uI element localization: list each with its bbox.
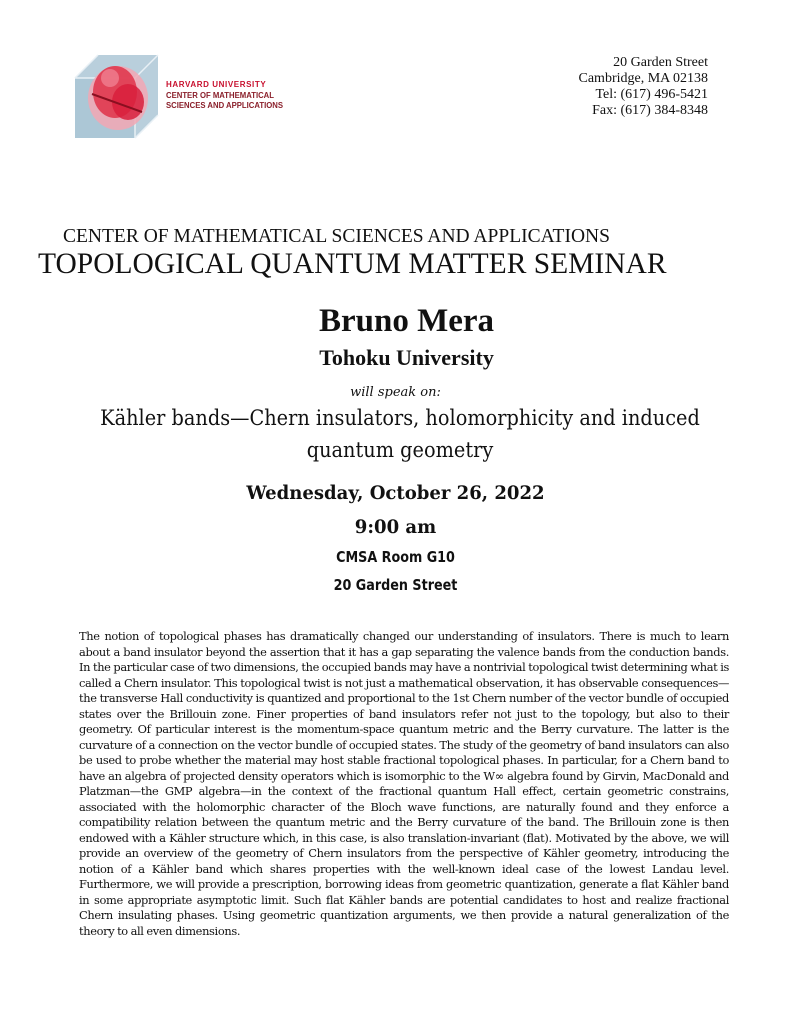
speaker-affiliation: Tohoku University [319, 345, 494, 370]
logo-center-line1: CENTER OF MATHEMATICAL [166, 90, 274, 100]
address-city: Cambridge, MA 02138 [578, 71, 708, 86]
event-date: Wednesday, October 26, 2022 [246, 482, 545, 504]
cmsa-logo [70, 50, 290, 140]
abstract-text: The notion of topological phases has dramatically changed our understanding of insulators. There is much to learn about a band insulator beyond the assertion that it has a gap separating the valence bands from the conduction bands. In the particular case of two dimensions, the occupied bands may have a nontrivial topological twist determining what is called a Chern insulator. This topological twist is not just a mathematical observation, it has observable consequences—the transverse Hall conductivity is quantized and proportional to the 1st Chern number of the vector bundle of occupied states over the Brillouin zone. Finer properties of band insulators refer not just to the topology, but also to their geometry. Of particular interest is the momentum-space quantum metric and the Berry curvature. The latter is the curvature of a connection on the vector bundle of occupied states. The study of the geometry of band insulators can also be used to probe whether the material may host stable fractional topological phases. In particular, for a Chern band to have an algebra of projected density operators which is isomorphic to the W∞ algebra found by Girvin, MacDonald and Platzman—the GMP algebra—in the context of the fractional quantum Hall effect, certain geometric constrains, associated with the holomorphic character of the Bloch wave functions, are naturally found and they enforce a compatibility relation between the quantum metric and the Berry curvature of the band. The Brillouin zone is then endowed with a Kähler structure which, in this case, is also translation-invariant (flat). Motivated by the above, we will provide an overview of the geometry of Chern insulators from the perspective of Kähler geometry, introducing the notion of a Kähler band which shares properties with the well-known ideal case of the lowest Landau level. Furthermore, we will provide a prescription, borrowing ideas from geometric quantization, generate a flat Kähler band in some appropriate asymptotic limit. Such flat Kähler bands are potential candidates to host and realize fractional Chern insulating phases. Using geometric quantization arguments, we then provide a natural generalization of the theory to all even dimensions. [79, 629, 729, 938]
seminar-name: TOPOLOGICAL QUANTUM MATTER SEMINAR [38, 248, 667, 280]
event-room: CMSA Room G10 [336, 548, 455, 566]
address-street: 20 Garden Street [613, 55, 708, 70]
logo-university: HARVARD UNIVERSITY [166, 80, 267, 89]
center-name: CENTER OF MATHEMATICAL SCIENCES AND APPLICATIONS [63, 226, 610, 247]
talk-title: Kähler bands—Chern insulators, holomorphicity and induced quantum geometry [100, 406, 700, 462]
speak-on-label: will speak on: [350, 385, 441, 400]
address-block [579, 55, 709, 119]
event-location [59, 543, 731, 599]
cube-logo-icon [70, 50, 160, 140]
logo-center-line2: SCIENCES AND APPLICATIONS [166, 100, 284, 110]
address-fax: Fax: (617) 384-8348 [592, 103, 708, 118]
speaker-name: Bruno Mera [318, 303, 495, 339]
address-tel: Tel: (617) 496-5421 [595, 87, 708, 102]
event-street: 20 Garden Street [333, 576, 458, 594]
event-datetime [20, 476, 771, 544]
event-time: 9:00 am [354, 516, 437, 538]
